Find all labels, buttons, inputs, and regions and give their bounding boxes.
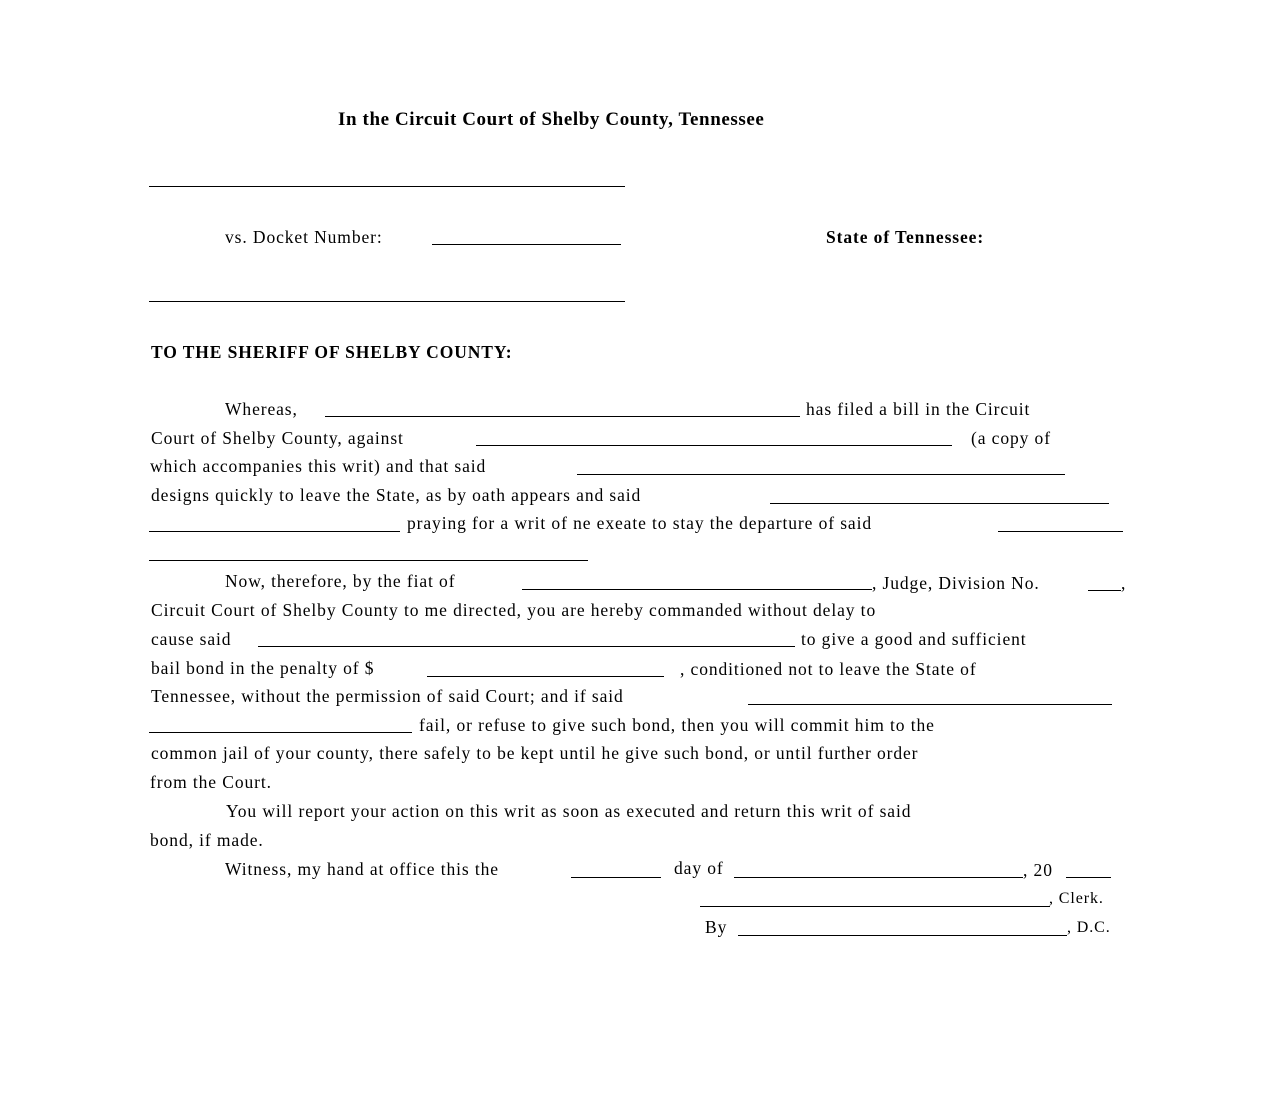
p2-line7: common jail of your county, there safely to be kept until he give such bond, or until further order: [151, 743, 919, 763]
p1-line1-end: has filed a bill in the Circuit: [806, 399, 1031, 419]
p3-line2: bond, if made.: [150, 830, 264, 850]
witness-text: Witness, my hand at office this the: [225, 859, 499, 879]
p2-line6: fail, or refuse to give such bond, then you will commit him to the: [419, 715, 935, 735]
p2-line4: bail bond in the penalty of $: [151, 658, 375, 678]
month-blank: [734, 877, 1023, 878]
p1-line4: designs quickly to leave the State, as by oath appears and said: [151, 485, 642, 505]
addressee-heading: TO THE SHERIFF OF SHELBY COUNTY:: [151, 342, 513, 362]
p2-line2: Circuit Court of Shelby County to me directed, you are hereby commanded without delay to: [151, 600, 877, 620]
p2-line4-end: , conditioned not to leave the State of: [680, 659, 977, 679]
judge-name-blank: [522, 589, 872, 590]
bond-party-blank: [258, 646, 795, 647]
p2-line3-end: to give a good and sufficient: [801, 629, 1027, 649]
p2-line8: from the Court.: [150, 772, 272, 792]
division-number-blank: [1088, 590, 1121, 591]
versus-docket-label: vs. Docket Number:: [225, 227, 383, 247]
respondent-blank: [476, 445, 952, 446]
said-party-blank-2b: [149, 531, 400, 532]
plaintiff-name-line: [149, 186, 625, 187]
p2-line3: cause said: [151, 629, 232, 649]
p1-line3: which accompanies this writ) and that said: [150, 456, 487, 476]
departing-party-blank-a: [998, 531, 1123, 532]
said-party-blank-3a: [748, 704, 1112, 705]
departing-party-blank-b: [149, 560, 588, 561]
p2-line1: Now, therefore, by the fiat of: [225, 571, 456, 591]
p1-line5: praying for a writ of ne exeate to stay the departure of said: [407, 513, 873, 533]
witness-year-prefix: , 20: [1023, 860, 1053, 880]
defendant-name-line: [149, 301, 625, 302]
year-blank: [1066, 877, 1111, 878]
said-party-blank-1: [577, 474, 1065, 475]
bond-amount-blank: [427, 676, 664, 677]
court-title: In the Circuit Court of Shelby County, Tennessee: [338, 109, 765, 130]
clerk-signature-line: [700, 906, 1050, 907]
deputy-clerk-label: , D.C.: [1067, 919, 1111, 936]
p3-line1: You will report your action on this writ as soon as executed and return this writ of said: [226, 801, 912, 821]
p1-line2: Court of Shelby County, against: [151, 428, 404, 448]
witness-day-of: day of: [674, 858, 724, 878]
p1-whereas: Whereas,: [225, 399, 298, 419]
p1-line2-end: (a copy of: [971, 428, 1051, 448]
p2-judge-division: , Judge, Division No.: [872, 573, 1040, 593]
day-blank: [571, 877, 661, 878]
said-party-blank-2a: [770, 503, 1109, 504]
clerk-label: , Clerk.: [1049, 890, 1104, 907]
docket-number-line: [432, 244, 621, 245]
complainant-blank: [325, 416, 800, 417]
by-label: By: [705, 917, 728, 937]
deputy-clerk-signature-line: [738, 935, 1067, 936]
p2-line5: Tennessee, without the permission of said Court; and if said: [151, 686, 624, 706]
p2-line1-comma: ,: [1121, 573, 1127, 593]
said-party-blank-3b: [149, 732, 412, 733]
state-of-tennessee-label: State of Tennessee:: [826, 227, 985, 247]
